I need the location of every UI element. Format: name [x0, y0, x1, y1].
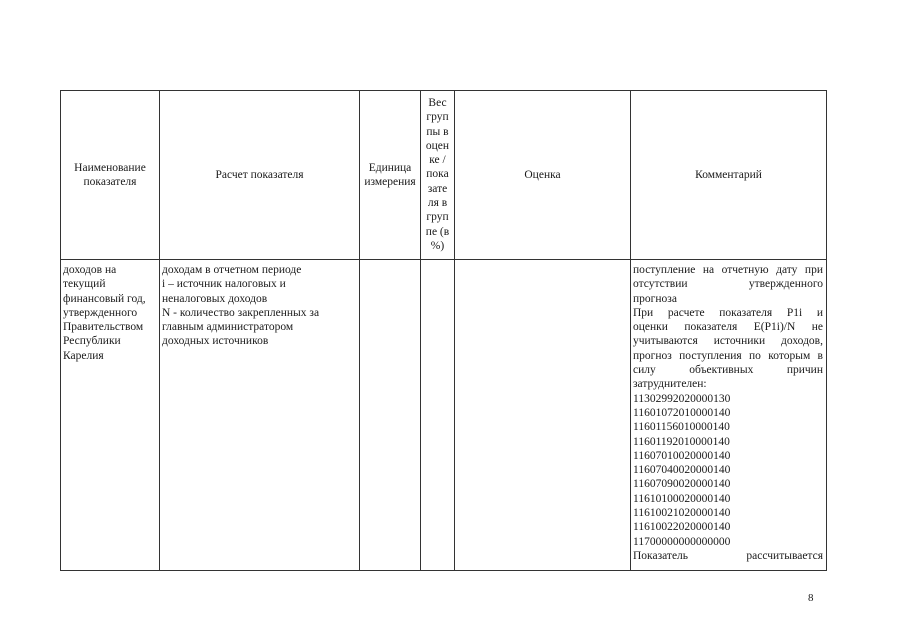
header-weight-line: Вес [428, 97, 447, 109]
cell-comment [631, 260, 827, 571]
revenue-code: 11601192010000140 [633, 435, 730, 448]
header-weight-line: груп [426, 111, 449, 124]
header-name-line: показателя [83, 176, 137, 188]
header-weight-line: пы в [426, 125, 449, 138]
name-line: Республики [63, 335, 121, 348]
revenue-code: 11302992020000130 [633, 392, 731, 405]
calc-line: главным администратором [162, 321, 294, 334]
header-weight-line: пока [426, 168, 449, 181]
revenue-code: 11610021020000140 [633, 507, 731, 520]
name-line: текущий [63, 278, 106, 291]
cell-group-weight [421, 260, 455, 571]
cell-calculation [160, 260, 360, 571]
indicators-table [60, 90, 827, 571]
header-unit-line: Единица [368, 161, 412, 174]
page-number: 8 [808, 592, 814, 604]
header-weight-line: зате [427, 182, 448, 195]
cell-score [455, 260, 631, 571]
header-unit-line: измерения [364, 176, 416, 188]
header-weight-line: пе (в [425, 225, 450, 238]
cell-unit [360, 260, 421, 571]
revenue-code: 11610100020000140 [633, 492, 731, 505]
revenue-code: 11601156010000140 [633, 421, 730, 434]
revenue-code: 11601072010000140 [633, 406, 731, 419]
name-line: Карелия [63, 349, 104, 362]
calc-line: неналоговых доходов [162, 292, 268, 305]
comment-line: Показатель рассчитывается [633, 549, 823, 562]
header-weight-line: оцен [425, 139, 450, 152]
header-calculation: Расчет показателя [160, 91, 360, 260]
comment-line: При расчете показателя P1i и [633, 306, 823, 319]
comment-line: учитываются источники доходов, [633, 335, 823, 348]
comment-line: оценки показателя E(P1i)/N не [633, 321, 823, 334]
table-row [61, 260, 827, 571]
revenue-code: 11700000000000000 [633, 535, 731, 548]
calc-line: i – источник налоговых и [162, 278, 286, 291]
header-indicator-name [61, 91, 160, 260]
name-line: финансовый год, [63, 292, 146, 305]
revenue-code: 11607090020000140 [633, 478, 731, 491]
cell-indicator-name [61, 260, 160, 571]
header-score: Оценка [455, 91, 631, 260]
comment-line: поступление на отчетную дату при [633, 264, 823, 276]
calc-line: доходных источников [162, 335, 269, 348]
header-group-weight [421, 91, 455, 260]
comment-line: прогноз поступления по которым в [633, 349, 823, 362]
name-line: Правительством [63, 321, 144, 334]
revenue-code: 11610022020000140 [633, 521, 731, 534]
revenue-code: 11607010020000140 [633, 449, 731, 462]
comment-line: прогноза [633, 292, 677, 305]
name-line: утвержденного [63, 306, 138, 319]
revenue-code: 11607040020000140 [633, 464, 731, 477]
table-header-row [61, 91, 827, 260]
calc-line: N - количество закрепленных за [162, 306, 320, 319]
header-weight-line: %) [430, 239, 445, 252]
comment-line: силу объективных причин [633, 364, 823, 377]
header-weight-line: груп [426, 211, 449, 224]
header-weight-line: ля в [427, 197, 448, 210]
header-unit [360, 91, 421, 260]
comment-line: затруднителен: [633, 378, 707, 391]
header-weight-line: ке / [429, 154, 446, 167]
calc-line: доходам в отчетном периоде [162, 264, 302, 276]
header-name-line: Наименование [74, 161, 146, 174]
header-comment: Комментарий [631, 91, 827, 260]
comment-line: отсутствии утвержденного [633, 278, 823, 291]
name-line: доходов на [63, 264, 117, 276]
